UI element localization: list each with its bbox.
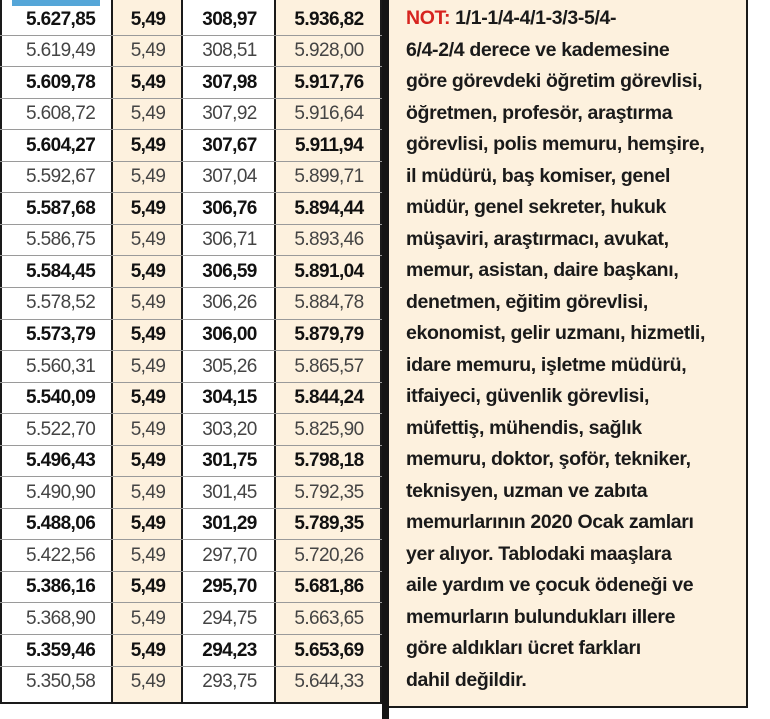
table-row bbox=[0, 572, 382, 603]
table-cell-c1: 5.573,79 bbox=[26, 324, 96, 345]
note-line: müfettiş, mühendis, sağlık bbox=[406, 416, 642, 439]
table-cell-c4: 5.916,64 bbox=[294, 103, 364, 125]
note-line: öğretmen, profesör, araştırma bbox=[406, 101, 673, 124]
table-cell-c2: 5,49 bbox=[130, 450, 166, 472]
table-cell-c4: 5.663,65 bbox=[294, 607, 364, 629]
table-cell-c4: 5.899,71 bbox=[294, 166, 364, 188]
note-line: müşaviri, araştırmacı, avukat, bbox=[406, 227, 669, 250]
table-cell-c4: 5.792,35 bbox=[294, 481, 364, 503]
table-cell-c3: 293,75 bbox=[202, 671, 257, 693]
note-line: dahil değildir. bbox=[406, 668, 527, 691]
table-cell-c2: 5,49 bbox=[130, 544, 166, 566]
table-cell-c3: 303,20 bbox=[202, 418, 257, 440]
table-cell-c2: 5,49 bbox=[130, 8, 166, 30]
table-cell-c1: 5.584,45 bbox=[26, 260, 96, 282]
column-divider bbox=[382, 0, 389, 719]
table-cell-c3: 295,70 bbox=[202, 576, 257, 598]
note-label: NOT: bbox=[406, 7, 451, 29]
note-line: memur, asistan, daire başkanı, bbox=[406, 259, 679, 281]
table-row bbox=[0, 288, 382, 319]
table-cell-c4: 5.917,76 bbox=[294, 71, 364, 93]
table-row bbox=[0, 162, 382, 193]
table-cell-c4: 5.911,94 bbox=[294, 134, 364, 156]
table-cell-c3: 308,97 bbox=[202, 8, 257, 30]
table-cell-c3: 301,45 bbox=[202, 481, 257, 503]
table-cell-c1: 5.422,56 bbox=[26, 544, 96, 566]
table-cell-c2: 5,49 bbox=[130, 576, 166, 598]
table-cell-c1: 5.540,09 bbox=[26, 387, 96, 409]
table-cell-c1: 5.359,46 bbox=[26, 639, 96, 661]
table-row bbox=[0, 4, 382, 35]
table-row bbox=[0, 225, 382, 256]
table-row bbox=[0, 383, 382, 414]
table-cell-c2: 5,49 bbox=[130, 513, 166, 535]
note-line: memuru, doktor, şoför, tekniker, bbox=[406, 448, 691, 470]
table-cell-c4: 5.894,44 bbox=[294, 197, 364, 219]
table-cell-c4: 5.720,26 bbox=[294, 544, 364, 566]
note-line: müdür, genel sekreter, hukuk bbox=[406, 196, 667, 218]
table-cell-c4: 5.865,57 bbox=[294, 355, 364, 377]
table-row bbox=[0, 256, 382, 287]
table-cell-c2: 5,49 bbox=[130, 639, 166, 661]
table-cell-c3: 305,26 bbox=[202, 355, 257, 377]
note-line: aile yardım ve çocuk ödeneği ve bbox=[406, 574, 694, 596]
table-cell-c3: 307,67 bbox=[202, 134, 257, 156]
table-cell-c4: 5.644,33 bbox=[294, 671, 364, 693]
table-cell-c3: 294,23 bbox=[202, 639, 257, 661]
table-cell-c1: 5.496,43 bbox=[26, 450, 96, 472]
table-cell-c2: 5,49 bbox=[130, 481, 166, 503]
table-cell-c4: 5.798,18 bbox=[294, 450, 364, 472]
table-cell-c2: 5,49 bbox=[130, 40, 166, 62]
note-line: il müdürü, baş komiser, genel bbox=[406, 164, 671, 187]
table-cell-c1: 5.560,31 bbox=[26, 355, 96, 377]
table-row bbox=[0, 67, 382, 98]
note-line: memurların bulundukları illere bbox=[406, 605, 676, 628]
table-row bbox=[0, 36, 382, 67]
table-cell-c2: 5,49 bbox=[130, 229, 166, 251]
table-cell-c2: 5,49 bbox=[130, 292, 166, 314]
table-row bbox=[0, 603, 382, 634]
table-cell-c2: 5,49 bbox=[130, 607, 166, 629]
table-cell-c2: 5,49 bbox=[130, 134, 166, 156]
table-cell-c4: 5.879,79 bbox=[294, 324, 364, 345]
table-cell-c1: 5.586,75 bbox=[26, 229, 96, 251]
table-cell-c1: 5.350,58 bbox=[26, 671, 96, 693]
note-line: itfaiyeci, güvenlik görevlisi, bbox=[406, 385, 650, 407]
table-cell-c3: 301,29 bbox=[202, 513, 257, 535]
table-cell-c3: 307,98 bbox=[202, 71, 257, 93]
table-cell-c1: 5.587,68 bbox=[26, 197, 96, 219]
table-row bbox=[0, 509, 382, 540]
table-cell-c3: 308,51 bbox=[202, 40, 257, 62]
table-cell-c2: 5,49 bbox=[130, 418, 166, 440]
table-cell-c4: 5.844,24 bbox=[294, 387, 364, 409]
salary-table bbox=[0, 0, 382, 719]
table-row bbox=[0, 99, 382, 130]
table-cell-c1: 5.609,78 bbox=[26, 71, 96, 93]
table-row bbox=[0, 667, 382, 698]
table-cell-c1: 5.488,06 bbox=[26, 513, 96, 535]
table-row bbox=[0, 351, 382, 382]
note-line: 1/1-1/4-4/1-3/3-5/4- bbox=[455, 7, 617, 29]
table-cell-c2: 5,49 bbox=[130, 103, 166, 125]
table-cell-c3: 301,75 bbox=[202, 450, 257, 472]
table-cell-c3: 307,92 bbox=[202, 103, 257, 125]
table-cell-c1: 5.368,90 bbox=[26, 607, 96, 629]
table-cell-c1: 5.386,16 bbox=[26, 576, 96, 598]
table-cell-c4: 5.893,46 bbox=[294, 229, 364, 251]
table-cell-c3: 306,59 bbox=[202, 260, 257, 282]
note-line: memurlarının 2020 Ocak zamları bbox=[406, 511, 694, 533]
table-cell-c1: 5.627,85 bbox=[26, 8, 96, 30]
table-cell-c1: 5.522,70 bbox=[26, 418, 96, 440]
table-cell-c3: 306,71 bbox=[202, 229, 257, 251]
table-cell-c3: 294,75 bbox=[202, 607, 257, 629]
table-cell-c1: 5.490,90 bbox=[26, 481, 96, 503]
table-cell-c4: 5.884,78 bbox=[294, 292, 364, 314]
table-cell-c3: 304,15 bbox=[202, 387, 257, 409]
table-cell-c3: 297,70 bbox=[202, 544, 257, 566]
table-row bbox=[0, 320, 382, 351]
note-line: göre görevdeki öğretim görevlisi, bbox=[406, 70, 703, 92]
note-text bbox=[406, 3, 736, 696]
note-line: yer alıyor. Tablodaki maaşlara bbox=[406, 542, 672, 565]
table-cell-c2: 5,49 bbox=[130, 260, 166, 282]
table-cell-c3: 306,26 bbox=[202, 292, 257, 314]
table-cell-c1: 5.592,67 bbox=[26, 166, 96, 188]
table-cell-c4: 5.928,00 bbox=[294, 40, 364, 62]
table-cell-c2: 5,49 bbox=[130, 387, 166, 409]
table-row bbox=[0, 414, 382, 445]
table-cell-c4: 5.789,35 bbox=[294, 513, 364, 535]
table-cell-c4: 5.891,04 bbox=[294, 260, 364, 282]
table-row bbox=[0, 635, 382, 666]
table-cell-c2: 5,49 bbox=[130, 671, 166, 693]
table-cell-c2: 5,49 bbox=[130, 166, 166, 188]
table-cell-c1: 5.578,52 bbox=[26, 292, 96, 314]
table-row bbox=[0, 540, 382, 571]
table-cell-c3: 306,00 bbox=[202, 324, 257, 345]
table-cell-c3: 306,76 bbox=[202, 197, 257, 219]
table-row bbox=[0, 477, 382, 508]
table-cell-c2: 5,49 bbox=[130, 355, 166, 377]
table-bottom-border bbox=[0, 702, 382, 704]
note-line: denetmen, eğitim görevlisi, bbox=[406, 290, 648, 313]
note-line: görevlisi, polis memuru, hemşire, bbox=[406, 133, 705, 155]
table-cell-c4: 5.825,90 bbox=[294, 418, 364, 440]
note-box bbox=[389, 0, 748, 708]
table-cell-c1: 5.604,27 bbox=[26, 134, 96, 156]
note-line: idare memuru, işletme müdürü, bbox=[406, 353, 687, 376]
table-cell-c4: 5.936,82 bbox=[294, 8, 364, 30]
table-row bbox=[0, 193, 382, 224]
table-cell-c2: 5,49 bbox=[130, 324, 166, 345]
note-line: ekonomist, gelir uzmanı, hizmetli, bbox=[406, 322, 706, 344]
table-row bbox=[0, 130, 382, 161]
table-row bbox=[0, 446, 382, 477]
table-cell-c3: 307,04 bbox=[202, 166, 257, 188]
note-line: teknisyen, uzman ve zabıta bbox=[406, 479, 648, 502]
table-cell-c1: 5.619,49 bbox=[26, 40, 96, 62]
table-cell-c2: 5,49 bbox=[130, 71, 166, 93]
note-line: göre aldıkları ücret farkları bbox=[406, 637, 641, 659]
note-line: 6/4-2/4 derece ve kademesine bbox=[406, 38, 670, 61]
table-cell-c2: 5,49 bbox=[130, 197, 166, 219]
table-cell-c4: 5.653,69 bbox=[294, 639, 364, 661]
table-cell-c4: 5.681,86 bbox=[294, 576, 364, 598]
table-cell-c1: 5.608,72 bbox=[26, 103, 96, 125]
